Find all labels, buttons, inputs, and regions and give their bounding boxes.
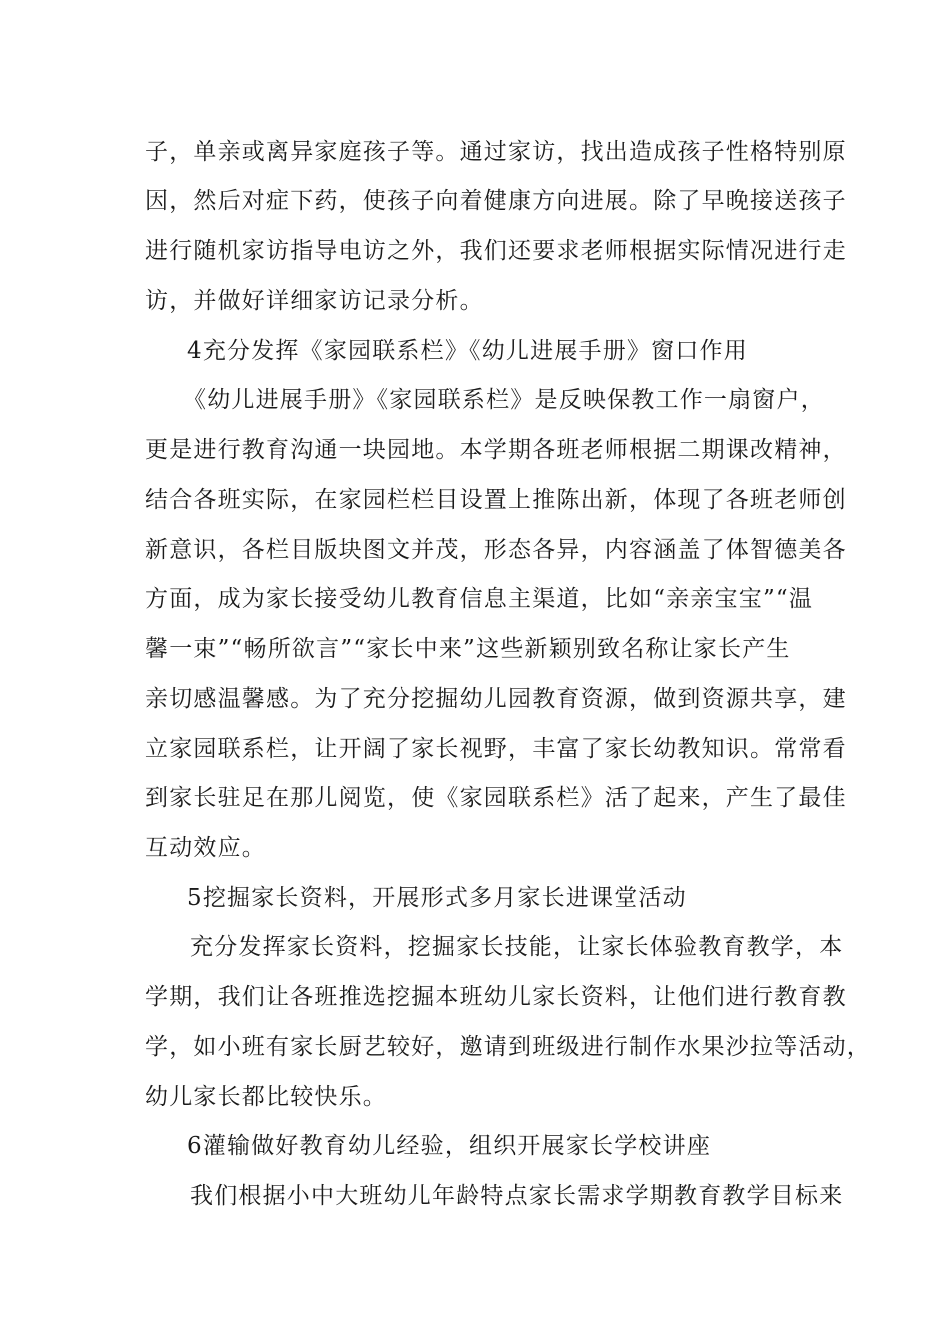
text-line: 学，如小班有家长厨艺较好，邀请到班级进行制作水果沙拉等活动， bbox=[145, 1034, 871, 1060]
text-line: 进行随机家访指导电访之外，我们还要求老师根据实际情况进行走 bbox=[145, 238, 847, 264]
text-line: 充分发挥家长资料，挖掘家长技能，让家长体验教育教学，本 bbox=[190, 934, 844, 960]
text-line: 到家长驻足在那儿阅览，使《家园联系栏》活了起来，产生了最佳 bbox=[145, 785, 847, 811]
text-line: 方面，成为家长接受幼儿教育信息主渠道，比如“亲亲宝宝”“温 bbox=[145, 586, 814, 612]
text-line: 我们根据小中大班幼儿年龄特点家长需求学期教育教学目标来 bbox=[190, 1183, 844, 1209]
text-line: 结合各班实际，在家园栏栏目设置上推陈出新，体现了各班老师创 bbox=[145, 487, 847, 513]
text-line: 馨一束”“畅所欲言”“家长中来”这些新颖别致名称让家长产生 bbox=[145, 636, 791, 662]
section-heading: 4充分发挥《家园联系栏》《幼儿进展手册》窗口作用 bbox=[187, 338, 748, 364]
text-line: 更是进行教育沟通一块园地。本学期各班老师根据二期课改精神， bbox=[145, 437, 847, 463]
text-line: 子，单亲或离异家庭孩子等。通过家访，找出造成孩子性格特别原 bbox=[145, 139, 847, 165]
text-line: 亲切感温馨感。为了充分挖掘幼儿园教育资源，做到资源共享，建 bbox=[145, 686, 847, 712]
text-line: 因，然后对症下药，使孩子向着健康方向进展。除了早晚接送孩子 bbox=[145, 188, 847, 214]
text-line: 访，并做好详细家访记录分析。 bbox=[145, 288, 484, 314]
text-line: 立家园联系栏，让开阔了家长视野，丰富了家长幼教知识。常常看 bbox=[145, 736, 847, 762]
text-line: 《幼儿进展手册》《家园联系栏》是反映保教工作一扇窗户， bbox=[183, 387, 825, 413]
section-heading: 6灌输做好教育幼儿经验，组织开展家长学校讲座 bbox=[187, 1133, 712, 1159]
text-line: 幼儿家长都比较快乐。 bbox=[145, 1084, 387, 1110]
text-line: 互动效应。 bbox=[145, 835, 266, 861]
text-line: 新意识，各栏目版块图文并茂，形态各异，内容涵盖了体智德美各 bbox=[145, 537, 847, 563]
section-heading: 5挖掘家长资料，开展形式多月家长进课堂活动 bbox=[187, 885, 687, 911]
text-line: 学期，我们让各班推选挖掘本班幼儿家长资料，让他们进行教育教 bbox=[145, 984, 847, 1010]
